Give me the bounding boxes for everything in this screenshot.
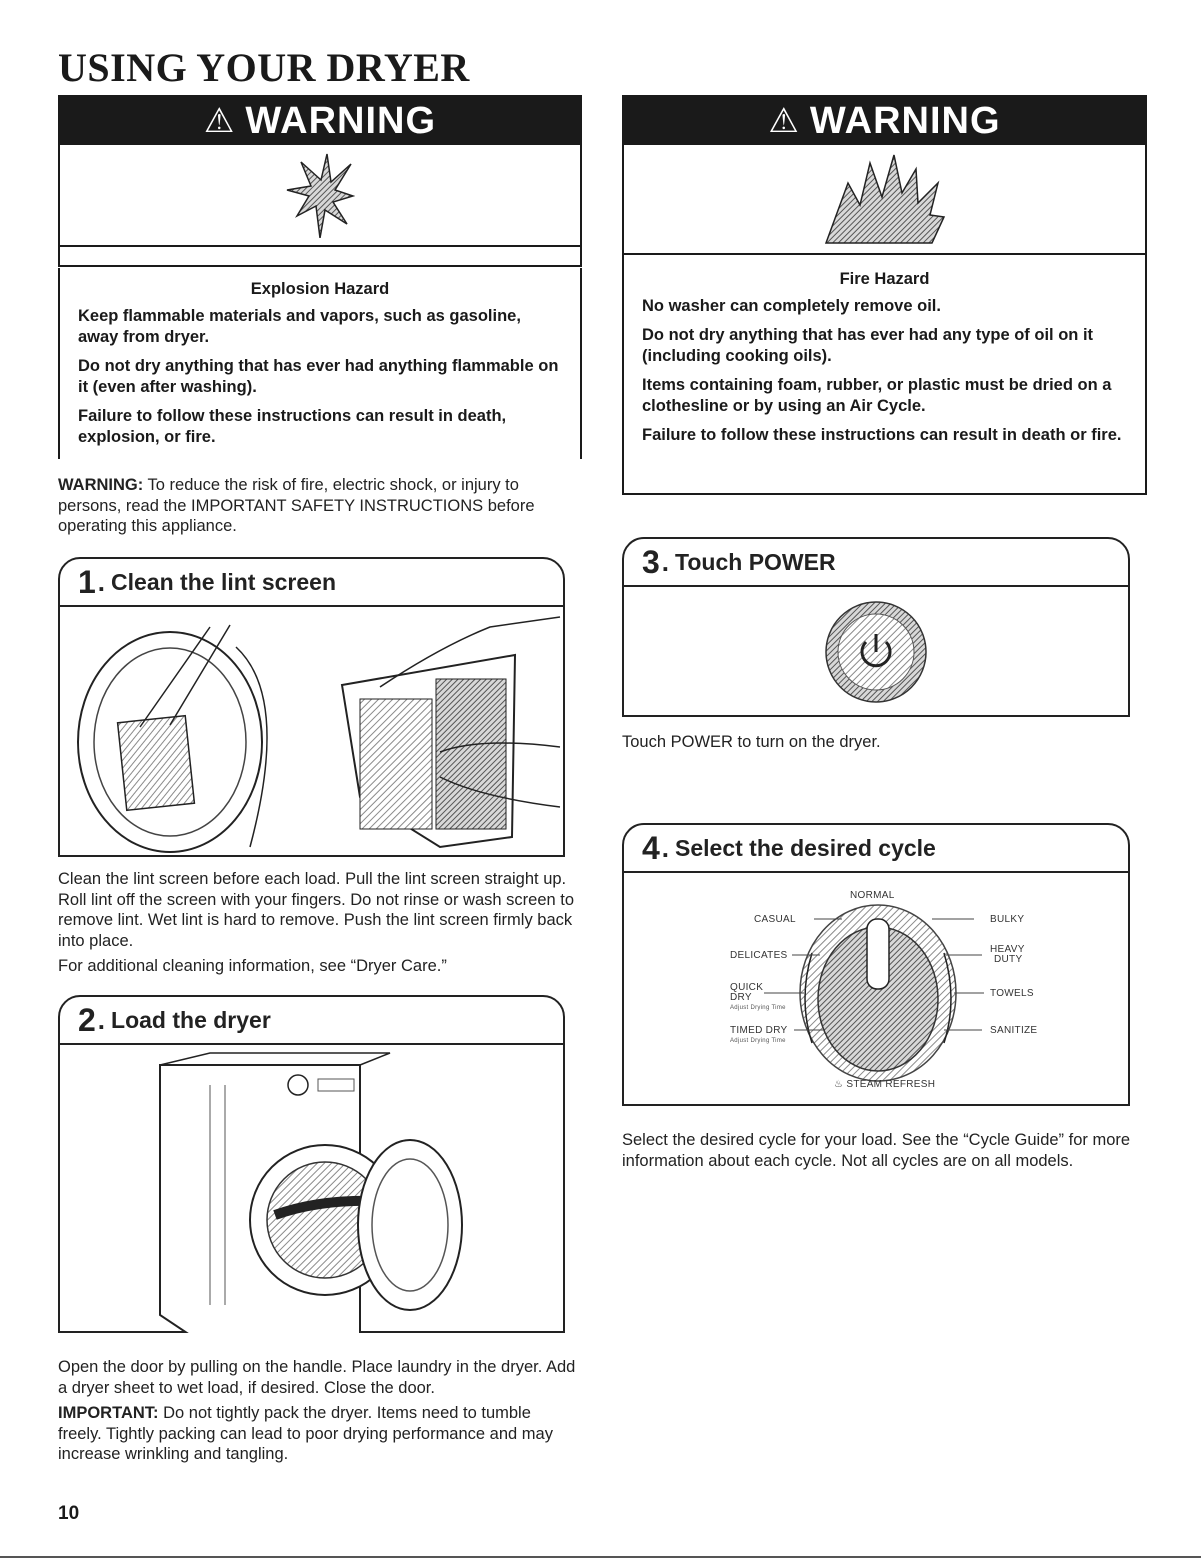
step-4-header: 4 . Select the desired cycle [624,825,1128,873]
dial-label-sanitize: SANITIZE [990,1025,1038,1036]
dial-adjust-note: Adjust Drying Time [730,1005,786,1011]
paragraph: Select the desired cycle for your load. See the “Cycle Guide” for more information about each cycle. Not all cycles are on all models. [622,1131,1131,1170]
power-button-area [624,587,1128,717]
dial-label-timed-dry: TIMED DRY [730,1025,788,1036]
page-number: 10 [58,1503,80,1524]
dial-label-heavy: HEAVY [990,944,1025,955]
warning-triangle-icon: ⚠ [768,102,800,140]
dial-label-duty: DUTY [994,954,1023,965]
warning-box-bottom-rule [58,268,60,459]
explosion-illustration [60,145,580,247]
warning-line: No washer can completely remove oil. [642,297,941,315]
paragraph: Touch POWER to turn on the dryer. [622,733,881,751]
step-number: 2 [78,1001,96,1038]
warning-line: Do not dry anything that has ever had any type of oil on it (including cooking oils). [642,326,1094,365]
warning-line: Do not dry anything that has ever had anything flammable on it (even after washing). [78,357,559,396]
warning-line: Failure to follow these instructions can result in death, explosion, or fire. [78,407,507,446]
cycle-dial [624,873,1128,1106]
step-3-panel [622,537,1130,717]
explosion-warning-text [60,267,580,456]
warning-line: Failure to follow these instructions can result in death or fire. [642,426,1122,444]
step-2-header: 2 . Load the dryer [60,997,563,1045]
warning-header-text: WARNING [245,99,437,142]
step-4-panel [622,823,1130,1106]
dial-label-steam-refresh [834,1079,935,1090]
warning-triangle-icon: ⚠ [203,102,236,140]
step-3-description [622,732,1142,758]
hazard-title: Explosion Hazard [250,280,390,298]
important-note [58,1403,578,1465]
fire-icon [820,153,950,245]
dial-label-dry: DRY [730,992,752,1003]
dial-label-towels: TOWELS [990,988,1034,999]
steam-icon: ♨ [834,1079,844,1090]
dial-label-normal: NORMAL [850,890,895,901]
dial-leader-lines [624,873,1128,1106]
dryer-loading-illustration [60,1045,563,1333]
warning-header-text: WARNING [809,99,1001,142]
step-title: Touch POWER [675,548,836,575]
safety-note [58,475,578,537]
step-title: Clean the lint screen [111,568,336,595]
warning-header [624,97,1145,145]
step-number: 4 [642,829,660,866]
step-2-description [58,1357,578,1470]
step-2-panel [58,995,565,1333]
fire-illustration [624,145,1145,255]
dial-label-delicates: DELICATES [730,950,788,961]
warning-line: Items containing foam, rubber, or plastic must be dried on a clothesline or by using an Air Cycle. [642,376,1112,415]
hazard-title: Fire Hazard [839,270,930,288]
dial-label-casual: CASUAL [754,914,796,925]
page-title: USING YOUR DRYER [58,45,470,90]
step-3-header: 3 . Touch POWER [624,539,1128,587]
lint-screen-illustration [60,607,563,857]
warning-line: Keep flammable materials and vapors, such as gasoline, away from dryer. [78,307,521,346]
paragraph: For additional cleaning information, see “Dryer Care.” [58,957,447,975]
step-1-description [58,869,578,982]
fire-warning-text [624,255,1145,446]
step-number: 1 [78,563,96,600]
step-1-panel [58,557,565,857]
paragraph: Clean the lint screen before each load. Pull the lint screen straight up. Roll lint off the screen with your fingers. Do not rinse or wash screen to remove lint. Wet lint is hard to remove. Push the lint screen firmly back into place. [58,870,575,950]
paragraph: Open the door by pulling on the handle. Place laundry in the dryer. Add a dryer sheet to wet load, if desired. Close the door. [58,1358,576,1397]
power-button-icon[interactable] [822,598,930,706]
step-number: 3 [642,543,660,580]
explosion-warning-box [58,95,582,267]
safety-note-label: WARNING: [58,476,144,494]
step-1-header: 1 . Clean the lint screen [60,559,563,607]
dial-label-quick: QUICK [730,982,764,993]
bottom-rule [0,1556,1201,1558]
fire-warning-box [622,95,1147,495]
important-text: Do not tightly pack the dryer. Items need to tumble freely. Tightly packing can lead to poor drying performance and may increase wrinkling and tangling. [58,1404,553,1463]
warning-box-bottom-rule [580,268,582,459]
dial-adjust-note: Adjust Drying Time [730,1038,786,1044]
step-4-description [622,1130,1142,1176]
steam-refresh-text: STEAM REFRESH [846,1079,936,1090]
important-label: IMPORTANT: [58,1404,159,1422]
safety-note-text: To reduce the risk of fire, electric shock, or injury to persons, read the IMPORTANT SAFETY INSTRUCTIONS before operating this appliance. [58,476,535,535]
explosion-icon [285,152,355,238]
step-title: Select the desired cycle [675,834,936,861]
warning-header [60,97,580,145]
dial-label-bulky: BULKY [990,914,1025,925]
step-title: Load the dryer [111,1006,271,1033]
